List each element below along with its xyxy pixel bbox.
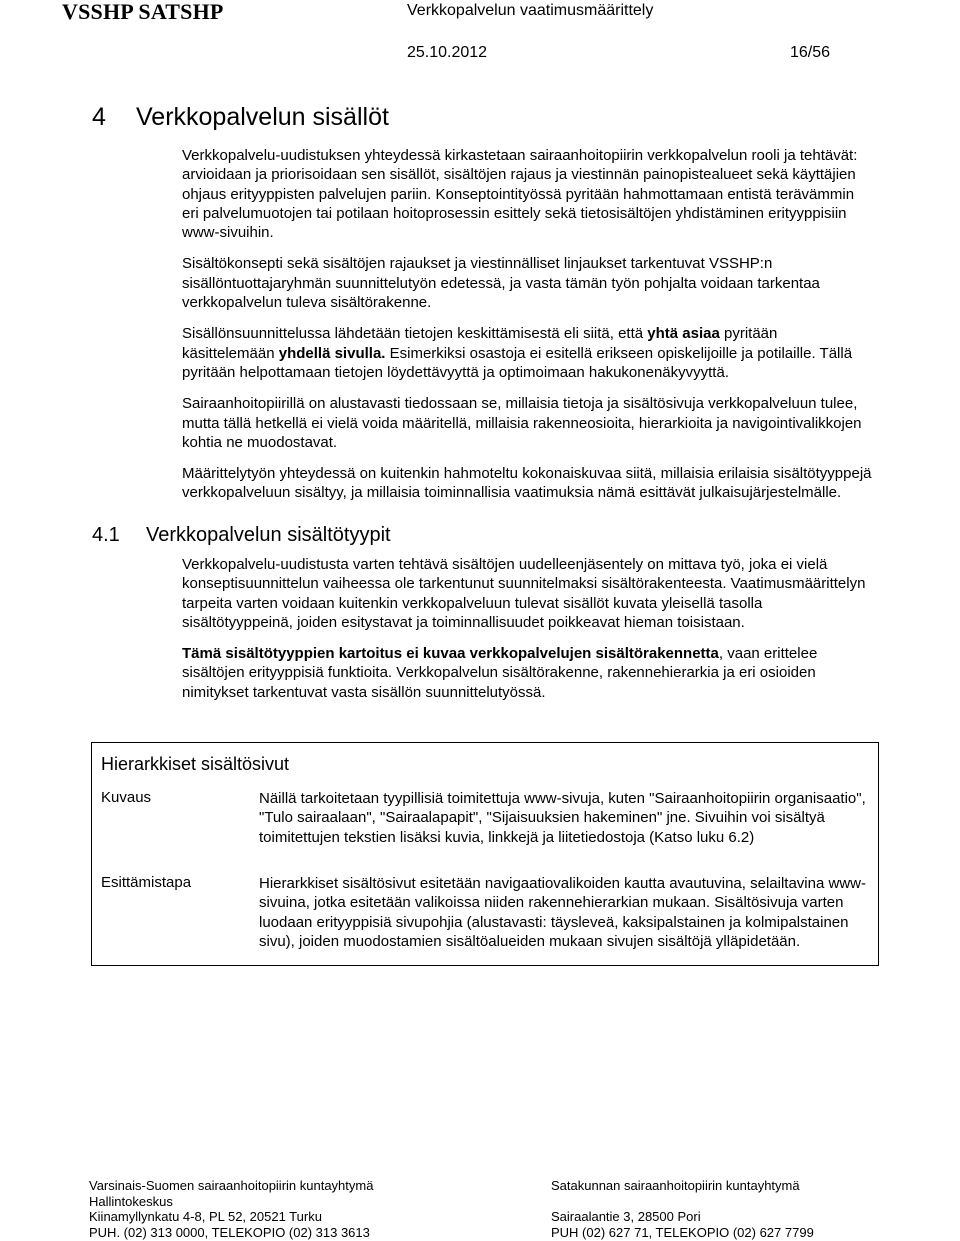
section-number: 4 [92,103,106,131]
page-number: 16/56 [790,44,831,61]
footer-line [551,1194,814,1210]
footer-line: Hallintokeskus [89,1193,173,1209]
paragraph [182,324,872,382]
emphasis-text: yhtä asiaa [647,325,720,343]
paragraph-text: Sisällönsuunnittelussa lähdetään tietojen keskittämisestä eli siitä, että [182,325,644,343]
subsection-heading [92,524,391,547]
section-heading [92,103,389,132]
emphasis-text: yhdellä sivulla. [278,344,386,362]
row-text-presentation: Hierarkkiset sisältösivut esitetään navigaatiovalikoiden kautta avautuvina, selailtavina www-sivuina, jotka esitetään valikoissa niiden rakennehierarkian mukaan. Sisältösivuja varten luodaan erityyppisiä sivupohjia (alustavasti: täysleveä, kaksipalstainen ja kolmipalstainen sivu), joiden muodostamien sisältöalueiden mukaan sivujen sisältöjä ylläpidetään. [259,875,866,950]
subsection-title: Verkkopalvelun sisältötyypit [146,524,391,546]
section-title: Verkkopalvelun sisällöt [136,103,389,131]
subsection-body [182,555,872,702]
row-label-presentation: Esittämistapa [101,874,192,891]
footer-line: Satakunnan sairaanhoitopiirin kuntayhtymä [551,1178,800,1193]
footer-line: Sairaalantie 3, 28500 Pori [551,1209,701,1224]
row-text-description: Näillä tarkoitetaan tyypillisiä toimitettuja www-sivuja, kuten "Sairaanhoitopiirin organisaatio", "Tulo sairaalaan", "Sairaalapapit", "Sijaisuuksien hakeminen" jne. Sivuihin voi sisältyä toimitettujen tekstien lisäksi kuvia, linkkejä ja liitetiedostoja (Katso luku 6.2) [259,790,866,846]
footer-left [89,1178,373,1240]
document-date: 25.10.2012 [407,44,488,61]
paragraph [182,644,872,702]
footer-line: Kiinamyllynkatu 4-8, PL 52, 20521 Turku [89,1209,322,1224]
paragraph-text: , vaan erittelee sisältöjen erityyppisiä funktioita. Verkkopalvelun sisältörakenne, rakennehierarkia ja eri osioiden nimitykset tarkentuvat vasta sisällön suunnittelutyössä. [182,645,818,701]
row-label-description: Kuvaus [101,789,152,806]
footer-line: PUH. (02) 313 0000, TELEKOPIO (02) 313 3613 [89,1224,370,1240]
paragraph-text: pyritään käsittelemään [182,325,778,362]
footer-line: PUH (02) 627 71, TELEKOPIO (02) 627 7799 [551,1224,814,1240]
paragraph-text: Esimerkiksi osastoja ei esitellä erikseen opiskelijoille ja potilaille. Tällä pyritään helpottamaan tietojen löydettävyyttä ja optimoimaan hakukonenäkyvyyttä. [182,344,853,381]
paragraph: Määrittelytyön yhteydessä on kuitenkin hahmoteltu kokonaiskuvaa siitä, millaisia erilaisia sisältötyyppejä verkkopalveluun sisältyy, ja millaisia toiminnallisia vaatimuksia nämä esittävät julkaisujärjestelmälle. [182,465,872,502]
paragraph [182,146,872,242]
paragraph-text: Verkkopalvelu-uudistuksen yhteydessä kirkastetaan sairaanhoitopiirin verkkopalvelun rooli ja tehtävät: arvioidaan ja priorisoidaan sen sisällöt, sisältöjen rajaus ja viestinnän painopistealueet sekä käyttäjien ohjaus erityyppisten palvelujen pariin. [182,147,858,203]
footer-line: Varsinais-Suomen sairaanhoitopiirin kuntayhtymä [89,1178,374,1193]
header-logo: VSSHP SATSHP [62,0,224,24]
paragraph: Verkkopalvelu-uudistusta varten tehtävä sisältöjen uudelleenjäsentely on mittava työ, joka ei vielä konseptisuunnittelun vaiheessa ole tarkentunut suunnitelmaksi sisältörakenteesta. Vaatimusmäärittelyn tarpeita varten voidaan kuitenkin verkkopalveluun tulevat sisällöt kuvata yleisellä tasolla sisältötyyppeinä, joiden esitystavat ja toiminnallisuudet poikkeavat hieman toisistaan. [182,556,866,631]
footer-right [551,1178,814,1240]
box-title: Hierarkkiset sisältösivut [101,754,290,774]
emphasis-text: Tämä sisältötyyppien kartoitus ei kuvaa verkkopalvelujen sisältörakennetta [182,645,719,663]
paragraph: Sisältökonsepti sekä sisältöjen rajaukset ja viestinnälliset linjaukset tarkentuvat VSSHP:n sisällöntuottajaryhmän suunnittelutyön edetessä, ja vasta tämän työn pohjalta voidaan tarkentaa verkkopalvelun tuleva sisältörakenne. [182,255,820,312]
subsection-number: 4.1 [92,524,120,546]
section-body [182,146,872,503]
content-type-box [91,742,879,966]
paragraph-text: Konseptointityössä pyritään hahmottamaan entistä terävämmin eri palvelumuotojen tai potilaan hoitoprosessin esittely sekä tietosisältöjen yhdistäminen erityyppisiin www-sivuihin. [182,185,855,242]
paragraph: Sairaanhoitopiirillä on alustavasti tiedossaan se, millaisia tietoja ja sisältösivuja verkkopalveluun tulee, mutta tällä hetkellä ei vielä voida määritellä, millaisia rakenneosioita, hierarkioita ja navigointivalikkojen kohtia ne muodostavat. [182,395,862,451]
document-title: Verkkopalvelun vaatimusmäärittely [407,2,654,19]
